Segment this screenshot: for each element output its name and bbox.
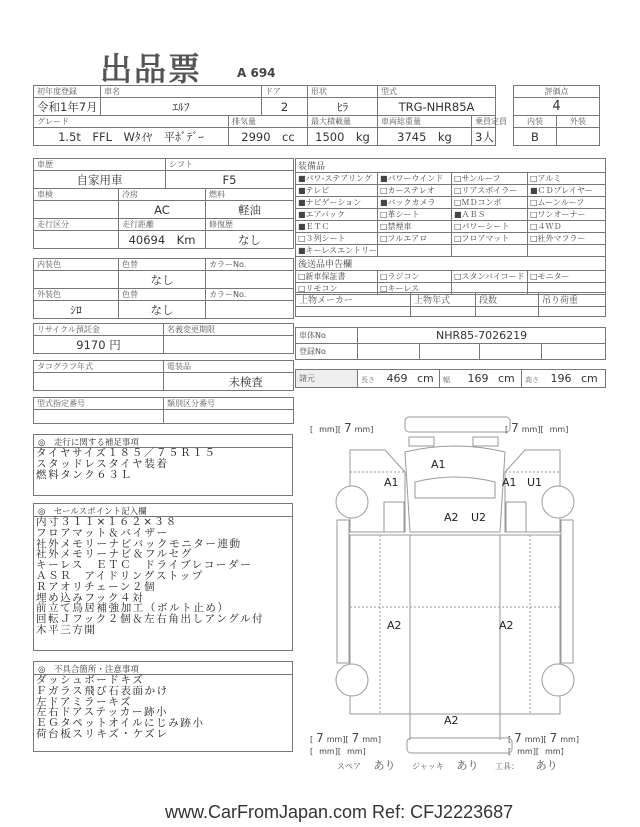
mileage: 40694 Km [119, 231, 206, 249]
tools-value: あり [535, 759, 558, 772]
equipment-item: □フルエアロ [378, 233, 452, 245]
air-conditioning: AC [119, 201, 206, 219]
equipment-item: □カーステレオ [378, 185, 452, 197]
equipment-item: ■エアバック [296, 209, 378, 221]
equipment-item: □社外マフラー [528, 233, 606, 245]
width: 169 [467, 372, 489, 385]
chassis-number: NHR85-7026219 [358, 328, 606, 344]
score-label: 評価点 [514, 86, 600, 98]
label: 諸元 [296, 370, 358, 388]
tools-label: 工具： [495, 762, 520, 771]
interior-score: B [514, 128, 557, 146]
label: 型式指定番号 [34, 398, 164, 410]
label: 幅 [443, 376, 450, 384]
tire-rear-right-outer: [ 7 mm][ 7 mm] [508, 731, 579, 745]
exterior-color: ｼﾛ [34, 301, 119, 319]
equipment-item: □キーレス [378, 283, 452, 295]
exterior-color-change: なし [119, 301, 206, 319]
note-line: ＡＳＲ アイドリングストップ [36, 569, 204, 582]
note-line: 回転Ｊフック２個＆左右角出しアングル付 [36, 613, 265, 626]
damage-code: U2 [471, 511, 487, 524]
label: 外装色 [34, 289, 119, 301]
label: 車検 [34, 189, 119, 201]
label: 型式 [378, 86, 496, 98]
label: 走行距離 [119, 219, 206, 231]
label: 登録No [296, 344, 358, 360]
equipment-item: ■パワ-ステアリング [296, 173, 378, 185]
note-line: Ｆガラス飛び石表面かけ [36, 684, 169, 697]
spare-label: スペア [337, 762, 361, 771]
label: 走行区分 [34, 219, 119, 231]
spare-value: あり [373, 759, 396, 772]
note-line: 社外メモリーナビ＆フルセグ [36, 548, 193, 561]
first-registration: 令和1年7月 [34, 98, 101, 116]
interior-color-change: なし [119, 271, 206, 289]
unit: cm [417, 372, 434, 385]
label: 形状 [308, 86, 378, 98]
label: シフト [166, 159, 294, 171]
jack-label: ジャッキ [412, 762, 444, 771]
label: 段数 [476, 293, 539, 307]
windshield [415, 477, 495, 498]
label: 名義変更期限 [164, 324, 294, 336]
label: カラーNo. [206, 259, 294, 271]
note-line: タイヤサイズ１８５／７５Ｒ１５ [36, 447, 217, 459]
equipment-item: □アルミ [528, 173, 606, 185]
page-title: 出品票 [100, 50, 203, 88]
label: 車両総重量 [378, 116, 472, 128]
equipment-item: □新車保証書 [296, 271, 378, 283]
rear-bumper [407, 738, 512, 753]
note-line: 左ドアミラーキズ [36, 695, 133, 708]
sales-points-heading: ◎ セールスポイント記入欄 [34, 504, 292, 517]
label: 冷房 [119, 189, 206, 201]
label: 上物メーカー [296, 293, 411, 307]
label: 電装品 [164, 361, 294, 373]
equipment-item: □リモコン [296, 283, 378, 295]
equipment-item: □４ＷＤ [528, 221, 606, 233]
tire-rear-right-inner: [ mm][ mm] [508, 747, 564, 756]
length: 469 [386, 372, 408, 385]
equipment-item: □禁煙車 [378, 221, 452, 233]
car-name: ｴﾙﾌ [101, 98, 262, 116]
label: 修復歴 [206, 219, 294, 231]
doors: 2 [262, 98, 308, 116]
cargo-bed [350, 535, 560, 714]
note-line: 社外メモリーナビバックモニター連動 [36, 537, 242, 550]
exterior-label: 外装 [557, 116, 600, 128]
front-bumper [405, 417, 510, 432]
equipment-item: ■ＣＤプレイヤー [528, 185, 606, 197]
note-line: 内寸３１１×１６２×３８ [36, 516, 178, 528]
damage-code: A1 [502, 476, 517, 489]
equipment-item: □ＭＤコンポ [452, 197, 528, 209]
damage-code: A1 [384, 476, 399, 489]
vehicle-history: 自家用車 [34, 171, 166, 189]
label: 車名 [101, 86, 262, 98]
note-line: ＥＧタペットオイルにじみ跡小 [36, 717, 205, 730]
shift: F5 [166, 171, 294, 189]
equipment-item: □革シート [378, 209, 452, 221]
equipment-item: ■ＡＢＳ [452, 209, 528, 221]
defect-notes-heading: ◎ 不具合箇所・注意事項 [34, 662, 292, 675]
equipment-item: □フロアマット [452, 233, 528, 245]
electrical: 未検査 [164, 373, 294, 391]
damage-code: A2 [444, 511, 459, 524]
unit: cm [498, 372, 515, 385]
note-line: スタッドレスタイヤ装着 [36, 457, 169, 470]
equipment-item: ■ナビゲーション [296, 197, 378, 209]
label: 類別区分番号 [164, 398, 294, 410]
label: 初年度登録 [34, 86, 101, 98]
equipment-item: ■パワーウインド [378, 173, 452, 185]
note-line: フロアマット＆バイザー [36, 526, 169, 539]
note-line: 木平三方開 [36, 623, 97, 636]
label: 車体No [296, 328, 358, 344]
grade: 1.5t FFL Wﾀｲﾔ 平ﾎﾞﾃﾞｰ [34, 128, 229, 146]
overall-score: 4 [514, 98, 600, 116]
equipment-item: ■ＥＴＣ [296, 221, 378, 233]
capacity: 3人 [472, 128, 496, 146]
gross-weight: 3745 kg [378, 128, 472, 146]
tire-rear-left-outer: [ 7 mm][ 7 mm] [310, 731, 381, 745]
note-line: 燃料タンク６３Ｌ [36, 468, 133, 481]
label: 色替 [119, 289, 206, 301]
displacement: 2990 cc [229, 128, 308, 146]
label: 内装色 [34, 259, 119, 271]
equipment-heading: 装備品 [296, 159, 606, 173]
equipment-item: □ムーンルーフ [528, 197, 606, 209]
unit: cm [581, 372, 598, 385]
repair-history: なし [206, 231, 294, 249]
label: 車歴 [34, 159, 166, 171]
damage-code: U1 [527, 476, 543, 489]
damage-code: A2 [444, 714, 459, 727]
label: リサイクル預託金 [34, 324, 164, 336]
equipment-item: □３列シート [296, 233, 378, 245]
note-line: 荷台板スリキズ・ケズレ [36, 727, 169, 740]
damage-code: A2 [499, 619, 514, 632]
equipment-item: □スタンバイコード [452, 271, 528, 283]
label: タコグラフ年式 [34, 361, 164, 373]
label: 最大積載量 [308, 116, 378, 128]
note-line: 左右ドアステッカー跡小 [36, 706, 169, 719]
jack-value: あり [456, 759, 479, 772]
damage-code: A2 [387, 619, 402, 632]
tire-front-left: [ mm][ 7 mm] [310, 421, 374, 435]
label: 上物年式 [411, 293, 476, 307]
tire-rear-left-inner: [ mm][ mm] [310, 747, 366, 756]
equipment-item: □ラジコン [378, 271, 452, 283]
lot-number: A 694 [237, 66, 276, 80]
note-line: Ｒアオリチェーン２個 [36, 580, 157, 593]
label: 長さ [361, 376, 375, 384]
equipment-item: □サンルーフ [452, 173, 528, 185]
height: 196 [550, 372, 572, 385]
equipment-item: □パワーシート [452, 221, 528, 233]
note-line: キーレス ＥＴＣ ドライブレコーダー [36, 559, 253, 572]
note-line: ダッシュボードキズ [36, 674, 145, 686]
watermark: www.CarFromJapan.com Ref: CFJ2223687 [165, 802, 514, 822]
note-line: 埋め込みフック４対 [36, 591, 145, 604]
label: カラーNo. [206, 289, 294, 301]
label: 高さ [525, 376, 539, 384]
label: 燃料 [206, 189, 294, 201]
label: 吊り荷重 [539, 293, 606, 307]
interior-label: 内装 [514, 116, 557, 128]
damage-code: A1 [431, 458, 446, 471]
equipment-item: ■バックカメラ [378, 197, 452, 209]
delivery-heading: 後送品申告欄 [296, 257, 606, 271]
max-load: 1500 kg [308, 128, 378, 146]
label: グレード [34, 116, 229, 128]
equipment-item: □モニター [528, 271, 606, 283]
fuel: 軽油 [206, 201, 294, 219]
recycle-fee: 9170 円 [34, 336, 164, 354]
equipment-item: ■テレビ [296, 185, 378, 197]
label: 乗員定員 [472, 116, 496, 128]
label: 排気量 [229, 116, 308, 128]
tire-front-right: [ 7 mm][ mm] [505, 421, 569, 435]
note-line: 前立て鳥居補強加工（ボルト止め） [36, 602, 230, 615]
equipment-item: □リアスポイラー [452, 185, 528, 197]
equipment-item: ■キーレスエントリー [296, 245, 378, 257]
model-code: TRG-NHR85A [378, 98, 496, 116]
label: 色替 [119, 259, 206, 271]
equipment-item: □ワンオーナー [528, 209, 606, 221]
label: ドア [262, 86, 308, 98]
body-shape: ﾋﾗ [308, 98, 378, 116]
driving-notes-heading: ◎ 走行に関する補足事項 [34, 435, 292, 448]
accessories-row [337, 757, 558, 773]
